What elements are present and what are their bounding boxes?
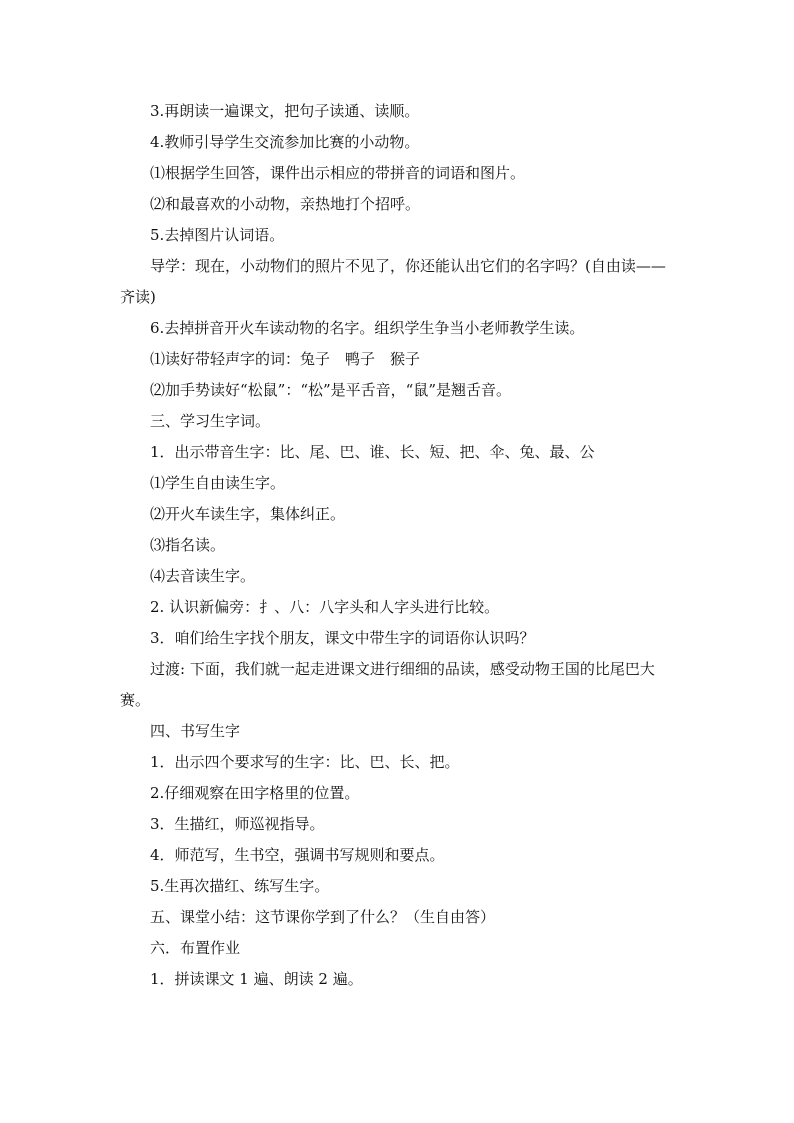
paragraph-line: 1．拼读课文 1 遍、朗读 2 遍。 bbox=[150, 970, 363, 988]
paragraph-line: 3．生描红，师巡视指导。 bbox=[150, 815, 325, 833]
paragraph-line: ⑵和最喜欢的小动物，亲热地打个招呼。 bbox=[150, 195, 421, 213]
paragraph-line: 5.生再次描红、练写生字。 bbox=[150, 877, 330, 895]
paragraph-line: ⑴学生自由读生字。 bbox=[150, 474, 286, 492]
paragraph-line: 2.仔细观察在田字格里的位置。 bbox=[150, 784, 360, 802]
paragraph-line: ⑵加手势读好“松鼠”：“松”是平舌音，“鼠”是翘舌音。 bbox=[150, 381, 512, 399]
paragraph-line: 导学：现在，小动物们的照片不见了，你还能认出它们的名字吗？(自由读——齐读) bbox=[120, 257, 666, 306]
document-body bbox=[120, 96, 676, 995]
section-heading: 五、课堂小结：这节课你学到了什么？（生自由答） bbox=[150, 908, 496, 926]
paragraph-line: ⑵开火车读生字，集体纠正。 bbox=[150, 505, 346, 523]
paragraph-line: 4.教师引导学生交流参加比赛的小动物。 bbox=[150, 133, 420, 151]
paragraph-line: ⑴读好带轻声字的词：兔子 鸭子 猴子 bbox=[150, 350, 421, 368]
paragraph-line: 3．咱们给生字找个朋友，课文中带生字的词语你认识吗？ bbox=[150, 629, 535, 647]
paragraph-line: 1．出示带音生字：比、尾、巴、谁、长、短、把、伞、兔、最、公 bbox=[150, 443, 595, 461]
paragraph-line: 过渡: 下面，我们就一起走进课文进行细细的品读，感受动物王国的比尾巴大赛。 bbox=[120, 660, 655, 709]
paragraph-line: 1．出示四个要求写的生字：比、巴、长、把。 bbox=[150, 753, 460, 771]
paragraph-line: 5.去掉图片认词语。 bbox=[150, 226, 285, 244]
section-heading: 四、书写生字 bbox=[150, 722, 241, 740]
paragraph-line: 6.去掉拼音开火车读动物的名字。组织学生争当小老师教学生读。 bbox=[150, 319, 585, 337]
paragraph-line: 2. 认识新偏旁：扌、八：八字头和人字头进行比较。 bbox=[150, 598, 500, 616]
paragraph-line: ⑴根据学生回答，课件出示相应的带拼音的词语和图片。 bbox=[150, 164, 526, 182]
paragraph-line: ⑶指名读。 bbox=[150, 536, 226, 554]
section-heading: 三、学习生字词。 bbox=[150, 412, 271, 430]
paragraph-line: ⑷去音读生字。 bbox=[150, 567, 256, 585]
paragraph-line: 4．师范写，生书空，强调书写规则和要点。 bbox=[150, 846, 445, 864]
paragraph-line: 3.再朗读一遍课文，把句子读通、读顺。 bbox=[150, 102, 420, 120]
section-heading: 六．布置作业 bbox=[150, 939, 241, 957]
